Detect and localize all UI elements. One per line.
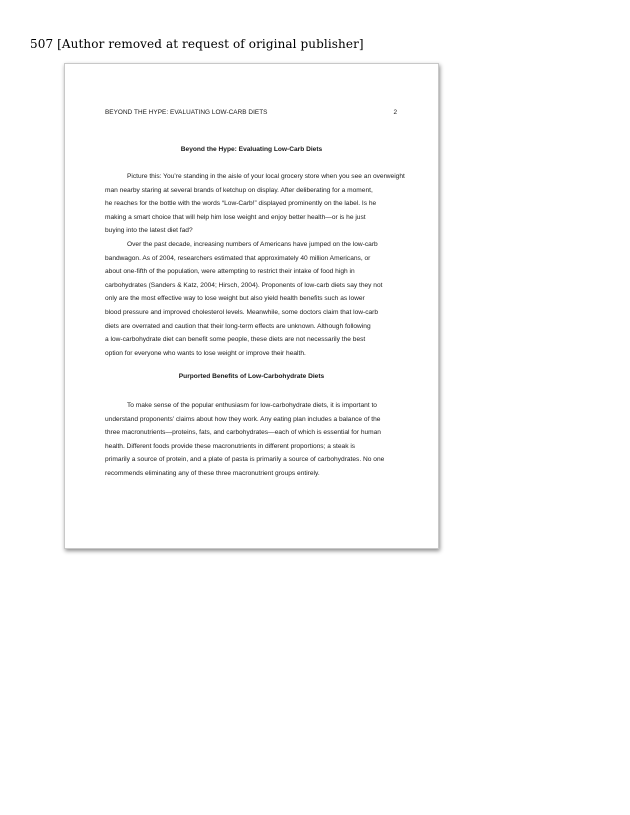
paragraph-line: three macronutrients—proteins, fats, and carbohydrates—each of which is essential for human bbox=[105, 429, 381, 437]
introduction-text bbox=[105, 170, 425, 360]
page-number: 2 bbox=[393, 109, 397, 116]
paragraph-line: recommends eliminating any of these three macronutrient groups entirely. bbox=[105, 469, 320, 477]
paragraph-line: blood pressure and improved cholesterol levels. Meanwhile, some doctors claim that low-carb bbox=[105, 308, 379, 316]
paragraph-line: understand proponents’ claims about how they work. Any eating plan includes a balance of the bbox=[105, 415, 381, 423]
paragraph-line: diets are overrated and caution that their long-term effects are unknown. Although following bbox=[105, 322, 371, 330]
paragraph-line: Picture this: You’re standing in the aisle of your local grocery store when you see an overweight bbox=[127, 173, 405, 180]
paragraph-line: option for everyone who wants to lose weight or improve their health. bbox=[105, 349, 306, 357]
paragraph-line: health. Different foods provide these macronutrients in different proportions; a steak is bbox=[105, 442, 356, 450]
running-head: BEYOND THE HYPE: EVALUATING LOW-CARB DIETS bbox=[105, 109, 268, 116]
paragraph-line: about one-fifth of the population, were attempting to restrict their intake of food high in bbox=[105, 268, 355, 276]
paragraph-line: a low-carbohydrate diet can benefit some people, these diets are not necessarily the best bbox=[105, 336, 366, 344]
paragraph-line: only are the most effective way to lose weight but also yield health benefits such as lower bbox=[105, 295, 365, 303]
paragraph-line: Over the past decade, increasing numbers of Americans have jumped on the low-carb bbox=[127, 240, 378, 248]
page-caption: 507 [Author removed at request of original publisher] bbox=[30, 37, 364, 51]
section-heading: Purported Benefits of Low-Carbohydrate Diets bbox=[178, 373, 325, 380]
paragraph-line: bandwagon. As of 2004, researchers estimated that approximately 40 million Americans, or bbox=[105, 254, 371, 262]
paragraph-line: carbohydrates (Sanders & Katz, 2004; Hirsch, 2004). Proponents of low-carb diets say they not bbox=[105, 281, 383, 289]
section-text bbox=[105, 399, 425, 481]
paragraph-line: To make sense of the popular enthusiasm for low-carbohydrate diets, it is important to bbox=[127, 402, 377, 409]
paragraph-line: making a smart choice that will help him lose weight and enjoy better health—or is he just bbox=[105, 213, 366, 221]
paper-title: Beyond the Hype: Evaluating Low-Carb Diets bbox=[180, 146, 323, 153]
paragraph-line: primarily a source of protein, and a plate of pasta is primarily a source of carbohydrates. No one bbox=[105, 456, 385, 464]
paragraph-line: he reaches for the bottle with the words “Low-Carb!” displayed prominently on the label. Is he bbox=[105, 200, 377, 208]
document-page bbox=[64, 63, 439, 549]
paragraph-line: man nearby staring at several brands of ketchup on display. After deliberating for a moment, bbox=[105, 186, 373, 194]
paragraph-line: buying into the latest diet fad? bbox=[105, 227, 193, 235]
